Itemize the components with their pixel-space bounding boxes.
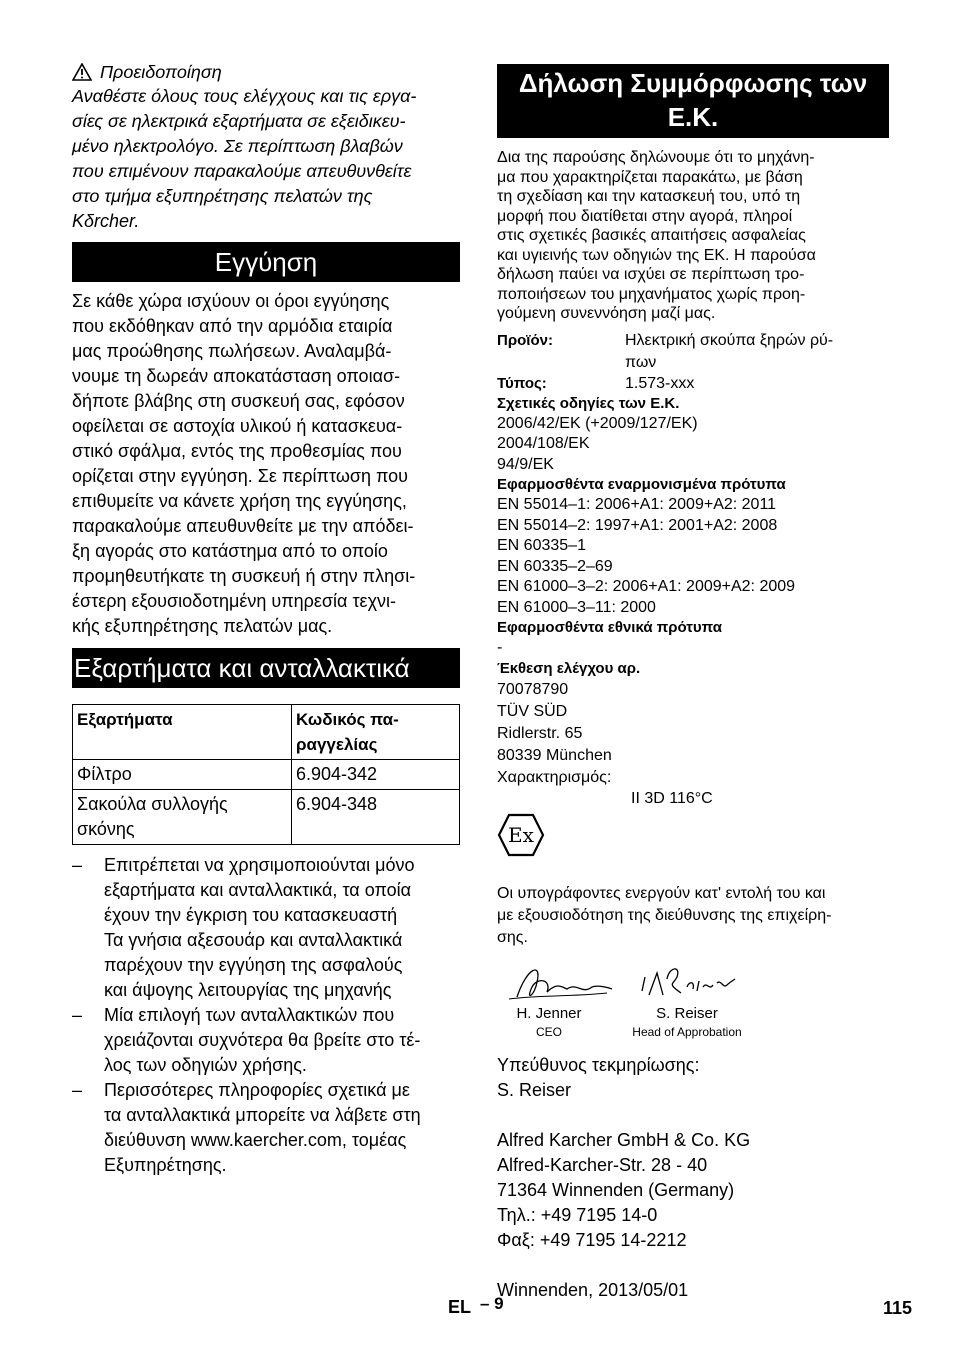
standard-item: EN 60335–2–69 — [497, 557, 613, 575]
table-header-row — [73, 705, 460, 760]
signature-reiser — [637, 959, 737, 1003]
intro-line: γούμενη συνεννόηση μαζί μας. — [497, 305, 716, 322]
warranty-line: κής εξυπηρέτησης πελατών μας. — [72, 616, 333, 636]
table-cell-name: Φίλτρο — [73, 760, 292, 790]
warranty-line: ορίζεται στην εγγύηση. Σε περίπτωση που — [72, 466, 409, 486]
warning-body — [72, 84, 460, 234]
warranty-line: Σε κάθε χώρα ισχύουν οι όροι εγγύησης — [72, 291, 390, 311]
left-column — [72, 60, 460, 1178]
directive-item: 2004/108/EK — [497, 435, 590, 452]
list-item-line: έχουν την έγκριση του κατασκευαστή — [104, 905, 398, 925]
report-line: 70078790 — [497, 680, 569, 698]
table-row — [73, 790, 460, 845]
list-item-line: και άψογης λειτουργίας της μηχανής — [104, 980, 392, 1000]
company-line: 71364 Winnenden (Germany) — [497, 1179, 735, 1200]
warning-title — [72, 60, 460, 84]
doc-responsible — [497, 1053, 889, 1103]
company-line: Φαξ: +49 7195 14-2212 — [497, 1229, 687, 1250]
warning-line: σίες σε ηλεκτρικά εξαρτήματα σε εξειδικευ- — [72, 111, 406, 131]
table-header-code-line: Κωδικός πα- — [296, 710, 399, 729]
signer2 — [617, 1005, 757, 1039]
warranty-line: ξη αγοράς στο κατάστημα από το οποίο — [72, 541, 388, 561]
intro-line: ποποιήσεων του μηχανήματος χωρίς προη- — [497, 285, 806, 303]
signer2-role: Head of Approbation — [632, 1024, 742, 1039]
harmonised-label: Εφαρμοσθέντα εναρμονισμένα πρότυπα — [497, 476, 786, 493]
footer-page-number: 115 — [882, 1298, 912, 1318]
list-item-line: Τα γνήσια αξεσουάρ και ανταλλακτικά — [104, 930, 403, 950]
warranty-line: παρακαλούμε απευθυνθείτε με την απόδει- — [72, 516, 414, 536]
intro-line: στις σχετικές βασικές απαιτήσεις ασφαλείας — [497, 227, 806, 244]
national-label: Εφαρμοσθέντα εθνικά πρότυπα — [497, 619, 722, 636]
footer-language: EL — [448, 1297, 472, 1317]
product-value-line: πων — [625, 353, 657, 371]
intro-line: μα που χαρακτηρίζεται παρακάτω, με βάση — [497, 168, 803, 186]
place-date: Winnenden, 2013/05/01 — [497, 1279, 689, 1300]
warranty-line: που εκδόθηκαν από την αρμόδια εταιρία — [72, 316, 393, 336]
list-item-line: χρειάζονται συχνότερα θα βρείτε στο τέ- — [104, 1030, 421, 1050]
right-column — [497, 64, 889, 1303]
product-value-line: Ηλεκτρική σκούπα ξηρών ρύ- — [625, 331, 834, 349]
warranty-line: μας προώθησης πωλήσεων. Αναλαμβά- — [72, 341, 392, 361]
intro-line: τη σχεδίαση και την κατασκευή του, υπό τη — [497, 188, 801, 205]
warranty-line: οφείλεται σε αστοχία υλικού ή κατασκευα- — [72, 416, 403, 436]
signatories-text — [497, 883, 889, 949]
signer1 — [509, 1005, 589, 1039]
list-item-line: – Επιτρέπεται να χρησιμοποιούνται μόνο — [104, 855, 415, 875]
table-header-code — [292, 705, 460, 760]
report-line: Χαρακτηρισμός: — [497, 768, 612, 786]
type-label: Τύπος: — [497, 374, 547, 392]
table-header-code-line: ραγγελίας — [296, 735, 378, 754]
intro-line: Δια της παρούσης δηλώνουμε ότι το μηχάνη- — [497, 149, 815, 166]
signer1-name: H. Jenner — [516, 1004, 582, 1022]
table-cell-name — [73, 790, 292, 845]
declaration-heading-line: Ε.Κ. — [667, 102, 719, 132]
report-line: Ridlerstr. 65 — [497, 724, 583, 742]
report-line: TÜV SÜD — [497, 702, 568, 720]
list-item-line: παρέχουν την εγγύηση της ασφαλούς — [104, 955, 403, 975]
list-item-line: Εξυπηρέτησης. — [104, 1155, 227, 1175]
company-line: Alfred Karcher GmbH & Co. KG — [497, 1129, 751, 1150]
warranty-line: στικό σφάλμα, εντός της προθεσμίας που — [72, 441, 402, 461]
doc-resp-label: Υπεύθυνος τεκμηρίωσης: — [497, 1054, 700, 1075]
warranty-line: έστερη εξουσιοδοτημένη υπηρεσία τεχνι- — [72, 591, 397, 611]
table-cell-name-line: Σακούλα συλλογής — [77, 794, 228, 814]
warranty-line: επιθυμείτε να κάνετε χρήση της εγγύησης, — [72, 491, 407, 511]
directive-item: 2006/42/EK (+2009/127/EK) — [497, 414, 698, 432]
intro-line: και υγιεινής των οδηγιών της ΕΚ. Η παρούσα — [497, 246, 816, 264]
parts-heading: Εξαρτήματα και ανταλλακτικά — [72, 648, 460, 688]
intro-line: μορφή που διατίθεται στην αγορά, πληροί — [497, 207, 793, 225]
table-cell-code: 6.904-348 — [292, 790, 460, 845]
parts-notes-list — [72, 853, 460, 1178]
list-item — [72, 1078, 460, 1178]
company-line: Τηλ.: +49 7195 14-0 — [497, 1204, 658, 1225]
standard-item: EN 55014–2: 1997+A1: 2001+A2: 2008 — [497, 516, 778, 534]
footer-section-page: – 9 — [480, 1294, 504, 1313]
ex-hexagon-icon — [497, 813, 545, 857]
signature-jenner — [507, 957, 617, 1007]
report-line: 80339 München — [497, 746, 612, 764]
warranty-heading: Εγγύηση — [72, 242, 460, 282]
company-address — [497, 1128, 889, 1253]
list-item-line: λος των οδηγιών χρήσης. — [104, 1055, 307, 1075]
standard-item: EN 61000–3–11: 2000 — [497, 598, 656, 616]
product-row — [497, 330, 889, 374]
warning-line: μένο ηλεκτρολόγο. Σε περίπτωση βλαβών — [72, 136, 403, 156]
standard-item: EN 55014–1: 2006+A1: 2009+A2: 2011 — [497, 496, 777, 513]
list-item-line: εξαρτήματα και ανταλλακτικά, τα οποία — [104, 880, 412, 900]
warranty-line: δήποτε βλάβης στη συσκευή σας, εφόσον — [72, 391, 405, 411]
type-value: 1.573-xxx — [625, 374, 695, 392]
list-item — [72, 1003, 460, 1078]
doc-resp-name: S. Reiser — [497, 1079, 572, 1100]
warranty-line: νουμε τη δωρεάν αποκατάσταση οποιασ- — [72, 366, 401, 386]
list-item-line: τα ανταλλακτικά μπορείτε να λάβετε στη — [104, 1105, 421, 1125]
warning-line: Αναθέστε όλους τους ελέγχους και τις εργα- — [72, 86, 417, 106]
parts-table — [72, 704, 460, 845]
table-header-parts: Εξαρτήματα — [73, 705, 292, 760]
warning-title-text: Προειδοποίηση — [100, 62, 222, 82]
signatories-line: σης. — [497, 928, 528, 946]
directives-label: Σχετικές οδηγίες των Ε.Κ. — [497, 394, 680, 412]
list-item-line: διεύθυνση www.kaercher.com, τομέας — [104, 1130, 407, 1150]
warranty-line: προμηθευτήκατε τη συσκευή ή στην πλησι- — [72, 566, 416, 586]
table-cell-name-line: σκόνης — [77, 819, 135, 839]
svg-text:Ex: Ex — [508, 822, 534, 847]
declaration-heading — [497, 64, 889, 138]
product-value — [625, 330, 889, 374]
type-row — [497, 374, 889, 394]
signatories-line: Οι υπογράφοντες ενεργούν κατ' εντολή του και — [497, 884, 826, 902]
table-cell-code: 6.904-342 — [292, 760, 460, 790]
directive-item: 94/9/EK — [497, 455, 554, 473]
company-line: Alfred-Karcher-Str. 28 - 40 — [497, 1154, 708, 1175]
signatories-line: με εξουσιοδότηση της διεύθυνσης της επιχείρη- — [497, 906, 832, 924]
list-item-line: – Μία επιλογή των ανταλλακτικών που — [104, 1005, 395, 1025]
ex-marking: II 3D 116°C — [631, 789, 713, 807]
warning-line: Kδrcher. — [72, 211, 140, 231]
report-label: Έκθεση ελέγχου αρ. — [497, 659, 641, 677]
signer1-role: CEO — [535, 1024, 562, 1039]
declaration-heading-line: Δήλωση Συμμόρφωσης των — [518, 68, 868, 98]
list-item-line: – Περισσότερες πληροφορίες σχετικά με — [104, 1080, 410, 1100]
standard-item: EN 60335–1 — [497, 537, 586, 554]
declaration-intro — [497, 148, 889, 324]
signatures-block — [497, 953, 889, 1053]
signer2-name: S. Reiser — [656, 1004, 718, 1022]
table-row — [73, 760, 460, 790]
intro-line: δήλωση παύει να ισχύει σε περίπτωση τρο- — [497, 266, 805, 283]
standard-item: EN 61000–3–2: 2006+A1: 2009+A2: 2009 — [497, 578, 796, 595]
list-item — [72, 853, 460, 1003]
product-label: Προϊόν: — [497, 331, 553, 349]
national-value: - — [497, 639, 503, 656]
warranty-body — [72, 289, 460, 639]
warning-triangle-icon — [72, 63, 92, 81]
warning-line: στο τμήμα εξυπηρέτησης πελατών της — [72, 186, 373, 206]
warning-line: που επιμένουν παρακαλούμε απευθυνθείτε — [72, 161, 412, 181]
